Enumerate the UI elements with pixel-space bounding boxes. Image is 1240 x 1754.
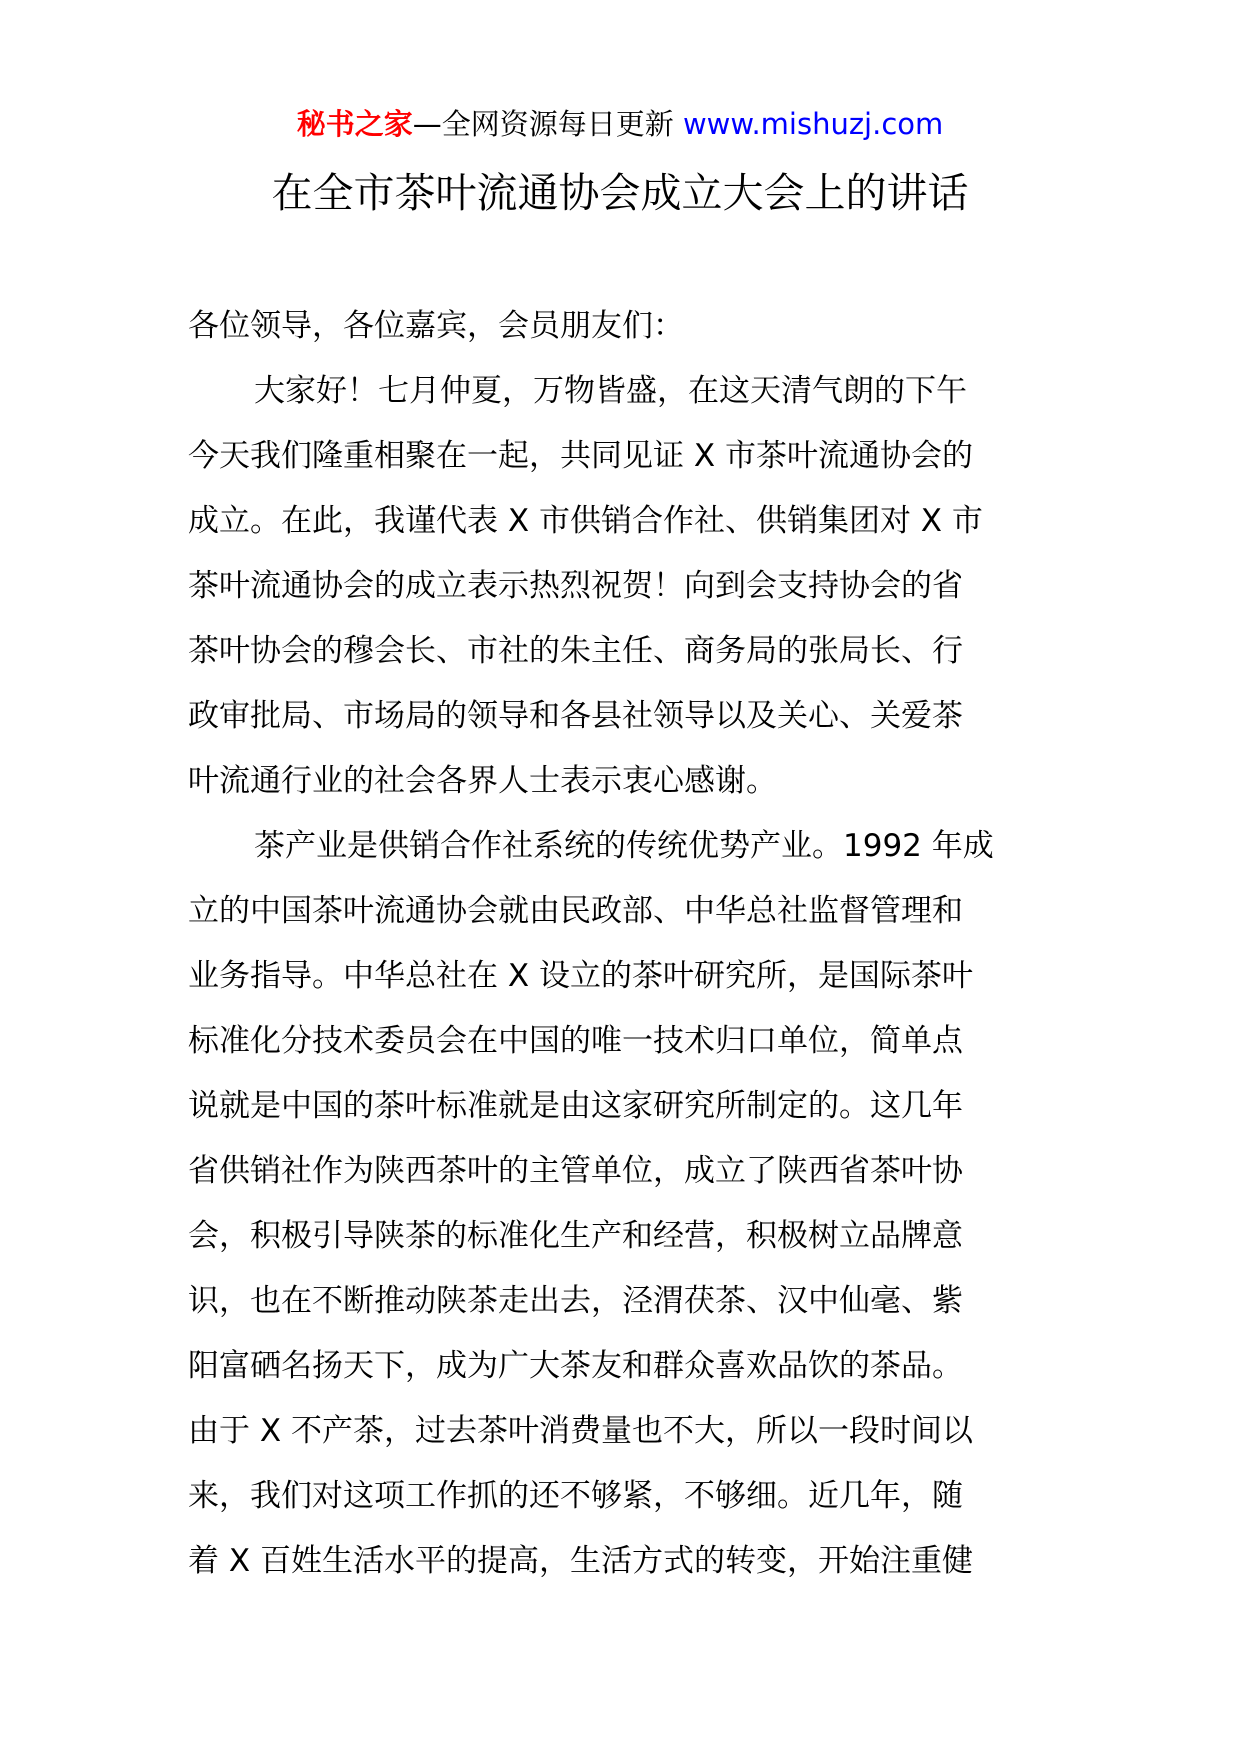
- paragraph-line: 标准化分技术委员会在中国的唯一技术归口单位，简单点: [188, 1023, 963, 1059]
- paragraph-line: 今天我们隆重相聚在一起，共同见证 X 市茶叶流通协会的: [188, 438, 973, 474]
- paragraph-line: 成立。在此，我谨代表 X 市供销合作社、供销集团对 X 市: [188, 503, 983, 539]
- paragraph-line: 说就是中国的茶叶标准就是由这家研究所制定的。这几年: [188, 1088, 963, 1124]
- paragraph-line: 阳富硒名扬天下，成为广大茶友和群众喜欢品饮的茶品。: [188, 1348, 963, 1384]
- paragraph-line: 政审批局、市场局的领导和各县社领导以及关心、关爱茶: [188, 698, 963, 734]
- salutation-line: 各位领导，各位嘉宾，会员朋友们：: [188, 308, 684, 344]
- paragraph-line: 来，我们对这项工作抓的还不够紧，不够细。近几年，随: [188, 1478, 963, 1514]
- paragraph-line: 识，也在不断推动陕茶走出去，泾渭茯茶、汉中仙毫、紫: [188, 1283, 963, 1319]
- paragraph-line: 着 X 百姓生活水平的提高，生活方式的转变，开始注重健: [188, 1543, 973, 1579]
- paragraph-line: 叶流通行业的社会各界人士表示衷心感谢。: [188, 763, 777, 799]
- paragraph-line: 茶产业是供销合作社系统的传统优势产业。1992 年成: [254, 828, 994, 864]
- document-body: [188, 294, 1058, 1594]
- site-brand: 秘书之家: [296, 107, 413, 141]
- paragraph-line: 由于 X 不产茶，过去茶叶消费量也不大，所以一段时间以: [188, 1413, 973, 1449]
- document-title: 在全市茶叶流通协会成立大会上的讲话: [271, 169, 969, 217]
- paragraph-line: 茶叶协会的穆会长、市社的朱主任、商务局的张局长、行: [188, 633, 963, 669]
- site-tagline: —全网资源每日更新: [412, 107, 683, 141]
- paragraph-line: 会，积极引导陕茶的标准化生产和经营，积极树立品牌意: [188, 1218, 963, 1254]
- site-url-link[interactable]: www.mishuzj.com: [682, 107, 944, 141]
- paragraph-line: 茶叶流通协会的成立表示热烈祝贺！向到会支持协会的省: [188, 568, 963, 604]
- paragraph-line: 大家好！七月仲夏，万物皆盛，在这天清气朗的下午: [254, 373, 967, 409]
- paragraph-line: 省供销社作为陕西茶叶的主管单位，成立了陕西省茶叶协: [188, 1153, 963, 1189]
- paragraph-line: 立的中国茶叶流通协会就由民政部、中华总社监督管理和: [188, 893, 963, 929]
- paragraph-line: 业务指导。中华总社在 X 设立的茶叶研究所，是国际茶叶: [188, 958, 973, 994]
- site-header: [0, 104, 1240, 144]
